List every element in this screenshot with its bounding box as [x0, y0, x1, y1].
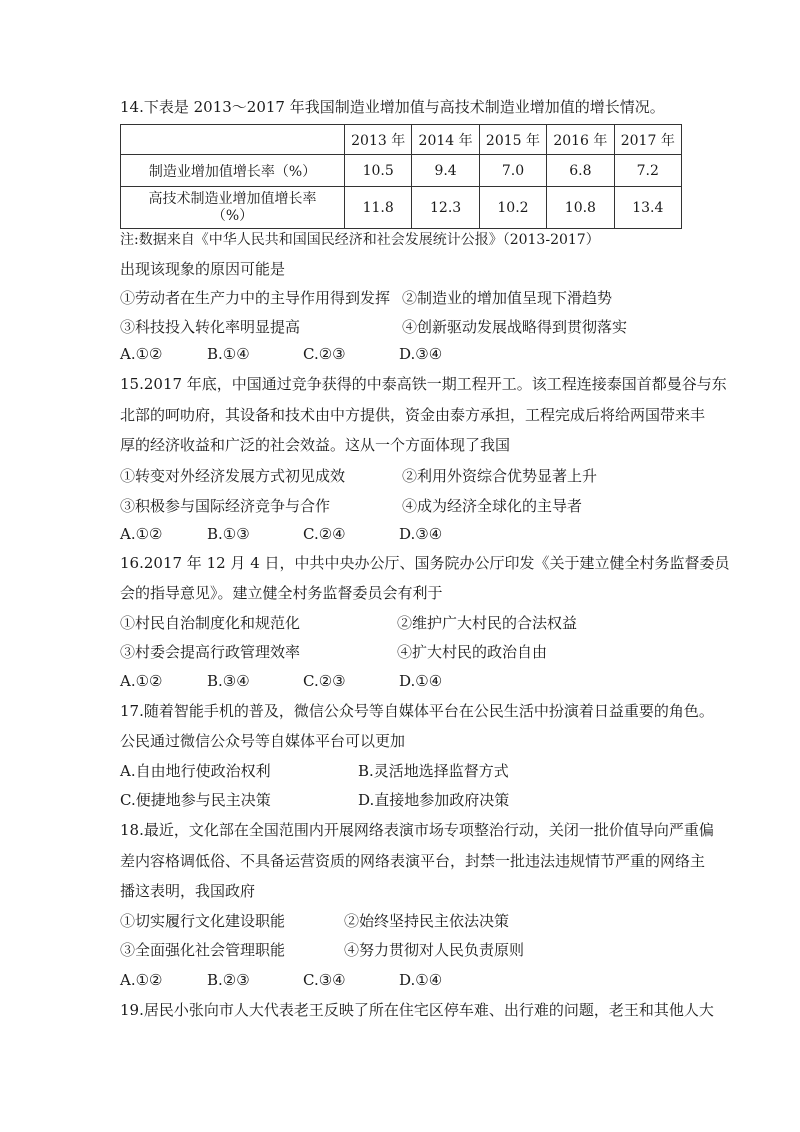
q17-choice-d[interactable]: D.直接地参加政府决策	[358, 791, 510, 809]
q14-item: ④创新驱动发展战略得到贯彻落实	[402, 318, 628, 336]
q17-choice-b[interactable]: B.灵活地选择监督方式	[358, 762, 509, 780]
q18-item: ③全面强化社会管理职能	[120, 941, 286, 959]
table-cell: 11.8	[345, 187, 412, 229]
q16-item: ④扩大村民的政治自由	[397, 643, 548, 661]
table-cell: 7.2	[614, 155, 681, 187]
q18-stem-line: 18.最近，文化部在全国范围内开展网络表演市场专项整治行动，关闭一批价值导向严重偏	[120, 821, 714, 839]
q17-choice-c[interactable]: C.便捷地参与民主决策	[120, 791, 271, 809]
q18-choice-c[interactable]: C.③④	[303, 971, 346, 989]
table-cell: 9.4	[412, 155, 479, 187]
q15-choice-d[interactable]: D.③④	[399, 525, 443, 543]
table-cell: 10.5	[345, 155, 412, 187]
table-row-label-line: 高技术制造业增加值增长率	[148, 190, 317, 207]
q18-stem-line: 播这表明，我国政府	[120, 882, 256, 900]
table-row-label	[121, 187, 345, 229]
q14-item: ①劳动者在生产力中的主导作用得到发挥	[120, 289, 391, 307]
growth-rate-table	[120, 124, 682, 229]
table-row-label: 制造业增加值增长率（%）	[121, 155, 345, 187]
q16-choice-b[interactable]: B.③④	[207, 672, 250, 690]
q18-item: ①切实履行文化建设职能	[120, 912, 286, 930]
table-year-cell: 2017 年	[614, 125, 681, 155]
q15-stem-line: 15.2017 年底，中国通过竞争获得的中泰高铁一期工程开工。该工程连接泰国首都曼谷与东	[120, 375, 727, 393]
q17-stem-line: 17.随着智能手机的普及，微信公众号等自媒体平台在公民生活中扮演着日益重要的角色。	[120, 702, 714, 720]
q15-choice-a[interactable]: A.①②	[120, 525, 163, 543]
q15-stem-line: 北部的呵叻府，其设备和技术由中方提供，资金由泰方承担，工程完成后将给两国带来丰	[120, 406, 706, 424]
q15-item: ②利用外资综合优势显著上升	[402, 467, 598, 485]
q18-stem-line: 差内容格调低俗、不具备运营资质的网络表演平台，封禁一批违法违规情节严重的网络主	[120, 852, 706, 870]
q18-choice-d[interactable]: D.①④	[399, 971, 443, 989]
q18-choice-b[interactable]: B.②③	[207, 971, 250, 989]
table-cell: 10.2	[479, 187, 546, 229]
table-cell: 6.8	[547, 155, 614, 187]
table-row	[121, 155, 682, 187]
table-header-row	[121, 125, 682, 155]
q15-item: ①转变对外经济发展方式初见成效	[120, 467, 346, 485]
q16-choice-d[interactable]: D.①④	[399, 672, 443, 690]
q16-choice-c[interactable]: C.②③	[303, 672, 346, 690]
q14-stem: 14.下表是 2013～2017 年我国制造业增加值与高技术制造业增加值的增长情况。	[120, 98, 665, 116]
table-year-cell: 2016 年	[547, 125, 614, 155]
q16-item: ②维护广大村民的合法权益	[397, 614, 578, 632]
q15-choice-c[interactable]: C.②④	[303, 525, 346, 543]
q16-stem-line: 会的指导意见》。建立健全村务监督委员会有利于	[120, 584, 443, 602]
table-cell: 12.3	[412, 187, 479, 229]
q14-item: ③科技投入转化率明显提高	[120, 318, 301, 336]
table-row-label-line: （%）	[211, 207, 254, 224]
q18-choice-a[interactable]: A.①②	[120, 971, 163, 989]
table-cell: 10.8	[547, 187, 614, 229]
q15-item: ③积极参与国际经济竞争与合作	[120, 497, 331, 515]
q15-item: ④成为经济全球化的主导者	[402, 497, 583, 515]
q16-choice-a[interactable]: A.①②	[120, 672, 163, 690]
q18-item: ②始终坚持民主依法决策	[344, 912, 510, 930]
q17-choice-a[interactable]: A.自由地行使政治权利	[120, 762, 271, 780]
q16-item: ③村委会提高行政管理效率	[120, 643, 301, 661]
q14-choice-c[interactable]: C.②③	[303, 345, 346, 363]
q14-question: 出现该现象的原因可能是	[120, 260, 286, 278]
q14-choice-a[interactable]: A.①②	[120, 345, 163, 363]
q14-choice-b[interactable]: B.①④	[207, 345, 250, 363]
table-row	[121, 187, 682, 229]
q16-stem-line: 16.2017 年 12 月 4 日，中共中央办公厅、国务院办公厅印发《关于建立健全村务监督委员	[120, 554, 730, 572]
q19-stem-line: 19.居民小张向市人大代表老王反映了所在住宅区停车难、出行难的问题，老王和其他人大	[120, 1001, 714, 1019]
q16-item: ①村民自治制度化和规范化	[120, 614, 301, 632]
table-cell: 13.4	[614, 187, 681, 229]
q15-choice-b[interactable]: B.①③	[207, 525, 250, 543]
q15-stem-line: 厚的经济收益和广泛的社会效益。这从一个方面体现了我国	[120, 436, 511, 454]
q14-choice-d[interactable]: D.③④	[399, 345, 443, 363]
table-cell: 7.0	[479, 155, 546, 187]
q18-item: ④努力贯彻对人民负责原则	[344, 941, 525, 959]
q14-note: 注:数据来自《中华人民共和国国民经济和社会发展统计公报》（2013-2017）	[120, 232, 600, 248]
table-year-cell: 2013 年	[345, 125, 412, 155]
q14-item: ②制造业的增加值呈现下滑趋势	[402, 289, 613, 307]
table-year-cell: 2014 年	[412, 125, 479, 155]
table-year-cell: 2015 年	[479, 125, 546, 155]
q17-stem-line: 公民通过微信公众号等自媒体平台可以更加	[120, 732, 406, 750]
table-corner-cell	[121, 125, 345, 155]
